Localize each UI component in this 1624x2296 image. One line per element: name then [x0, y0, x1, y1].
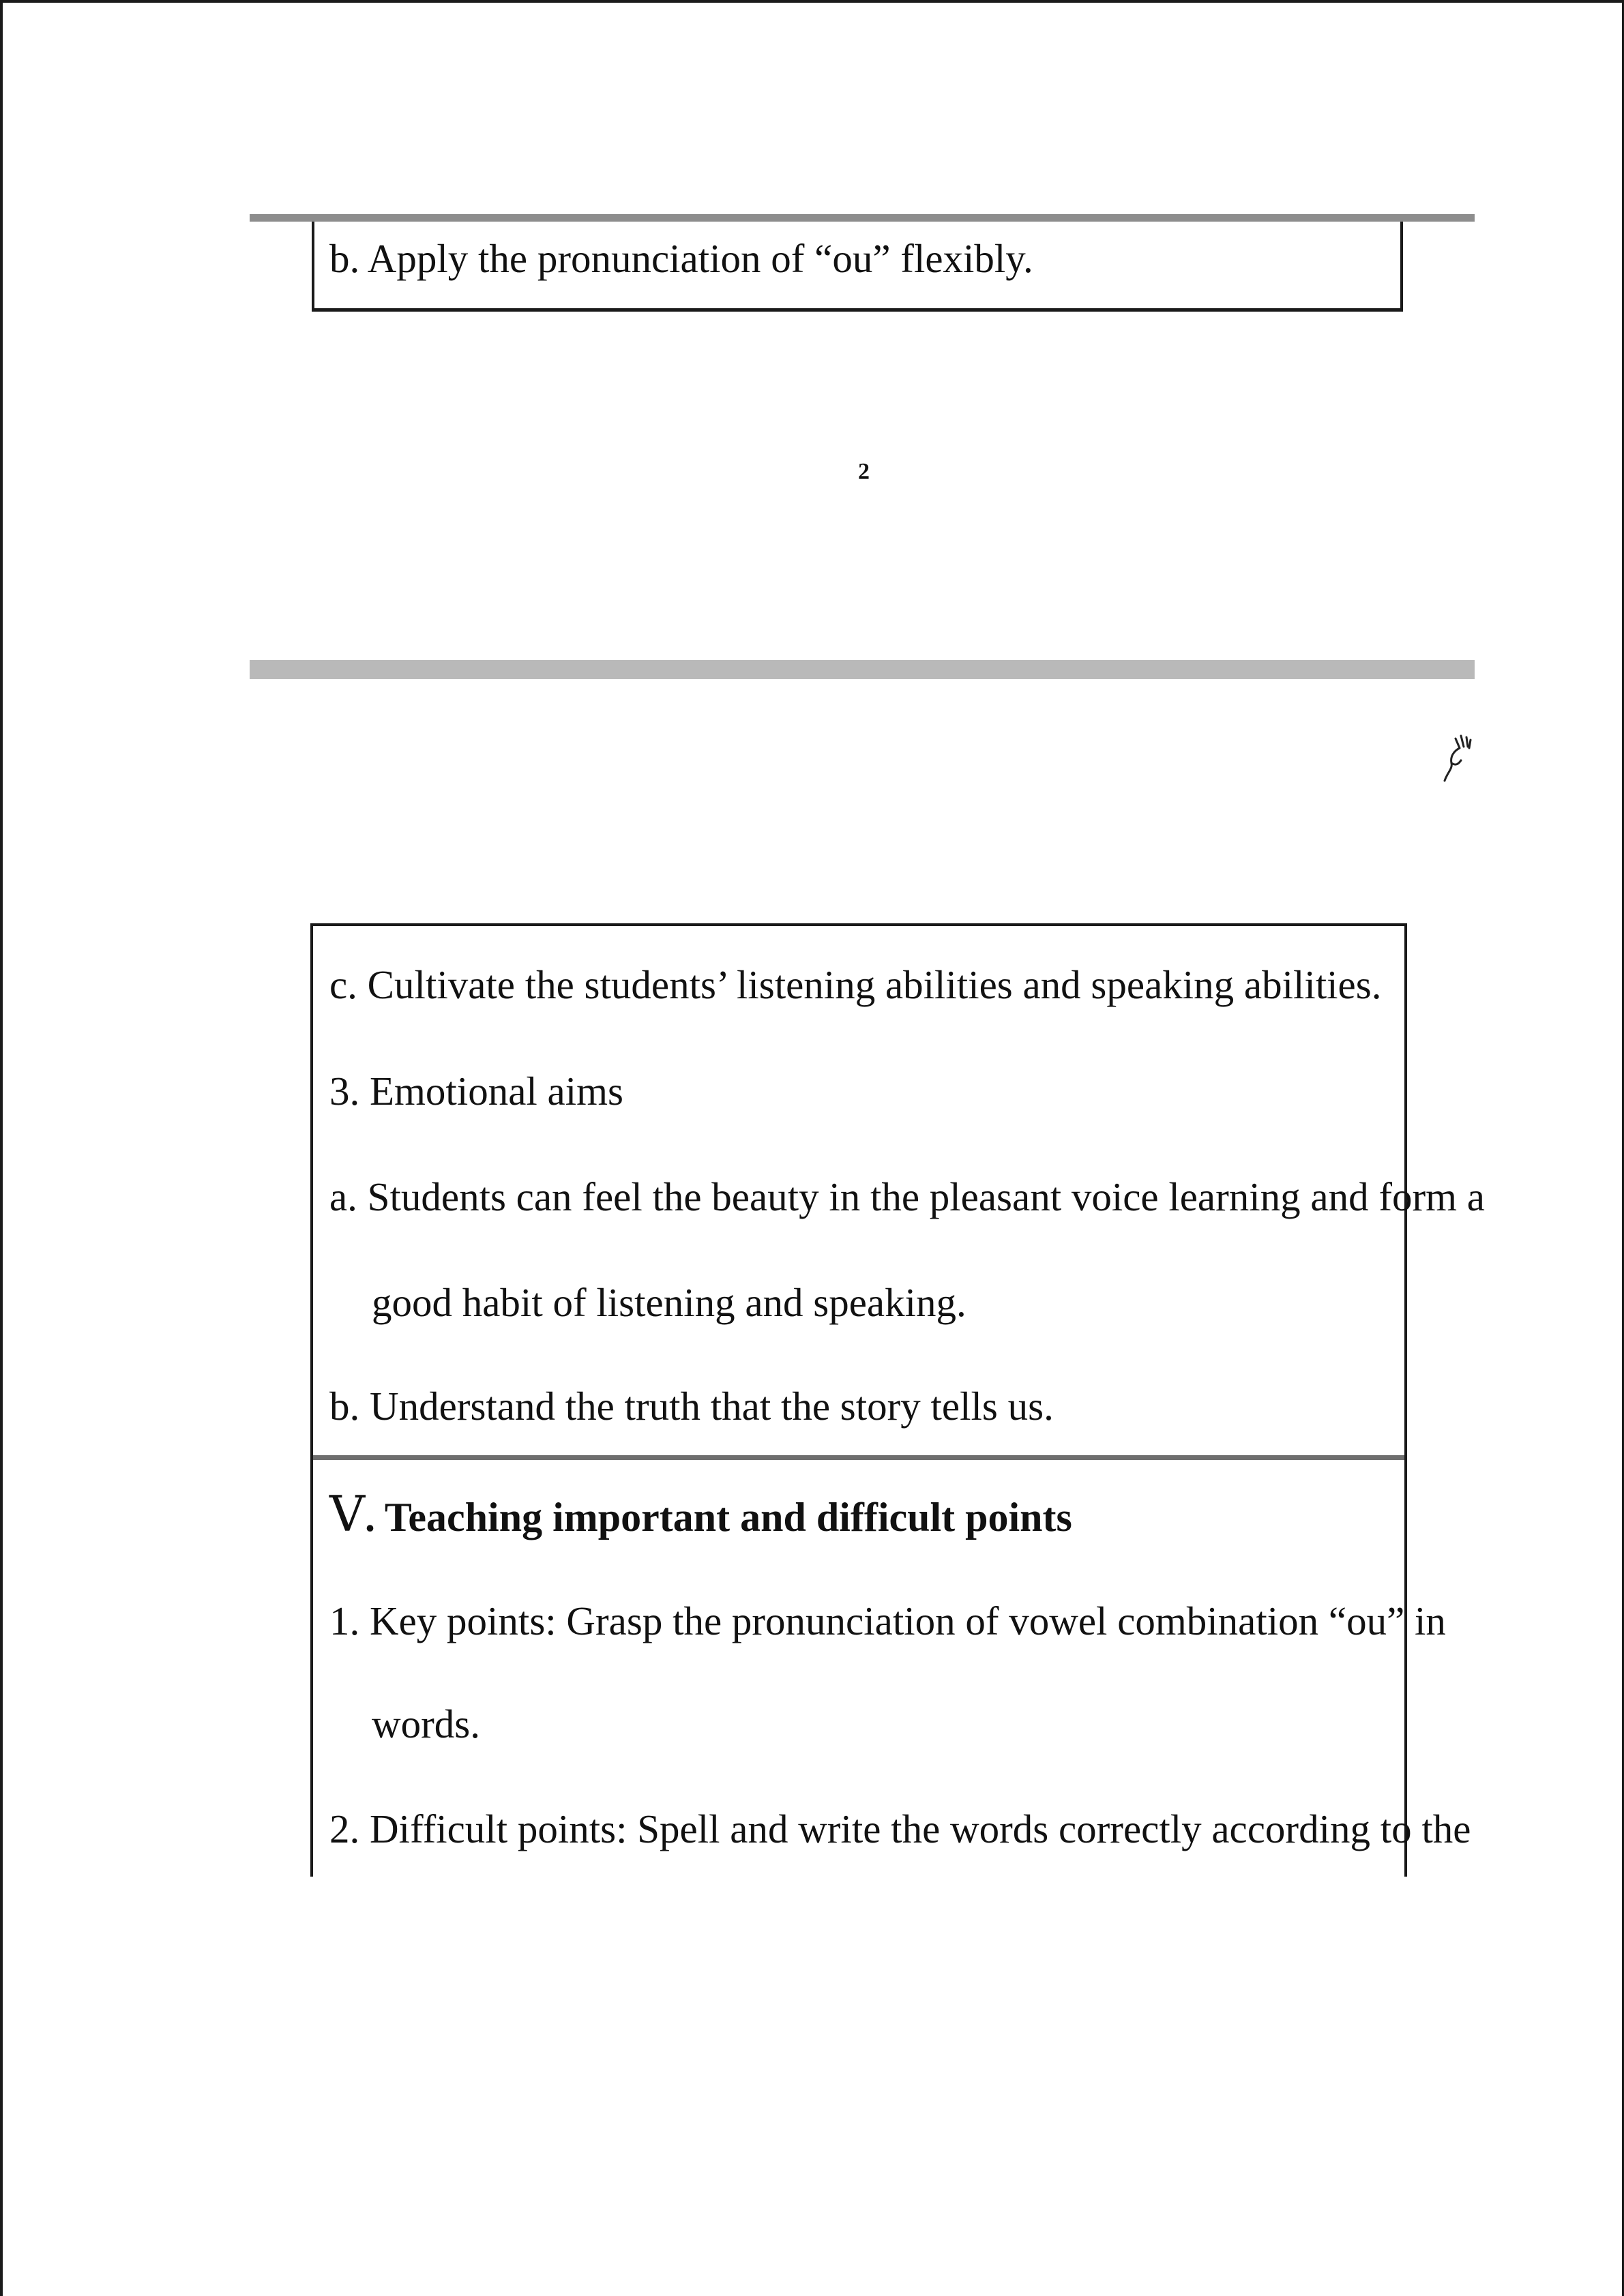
page-border-top	[0, 0, 1624, 3]
emotional-aim-a-line-2: good habit of listening and speaking.	[372, 1280, 966, 1325]
emotional-aim-b: b. Understand the truth that the story tells us.	[329, 1384, 1054, 1429]
page-break-rule-top	[250, 214, 1475, 222]
page-break-rule-middle	[250, 660, 1475, 679]
objective-c-cultivate: c. Cultivate the students’ listening abilities and speaking abilities.	[329, 962, 1382, 1007]
objective-b-apply: b. Apply the pronunciation of “ou” flexibly.	[329, 236, 1033, 281]
page-number: 2	[858, 459, 870, 484]
table-fragment-top	[312, 222, 1403, 312]
roman-numeral: Ⅴ	[329, 1485, 365, 1542]
key-points-line-1: 1. Key points: Grasp the pronunciation of vowel combination “ou” in	[329, 1598, 1446, 1643]
key-points-line-2: words.	[372, 1701, 480, 1746]
emotional-aims-heading: 3. Emotional aims	[329, 1069, 623, 1114]
section-title: . Teaching important and difficult points	[365, 1495, 1072, 1540]
section-heading	[329, 1485, 1072, 1542]
page-border-left	[0, 0, 3, 2296]
pointing-hand-icon	[1441, 733, 1473, 788]
difficult-points-line-1: 2. Difficult points: Spell and write the words correctly according to the	[329, 1806, 1471, 1851]
emotional-aim-a-line-1: a. Students can feel the beauty in the pleasant voice learning and form a	[329, 1174, 1485, 1219]
section-divider	[313, 1455, 1404, 1460]
table-fragment-main	[310, 923, 1485, 1877]
